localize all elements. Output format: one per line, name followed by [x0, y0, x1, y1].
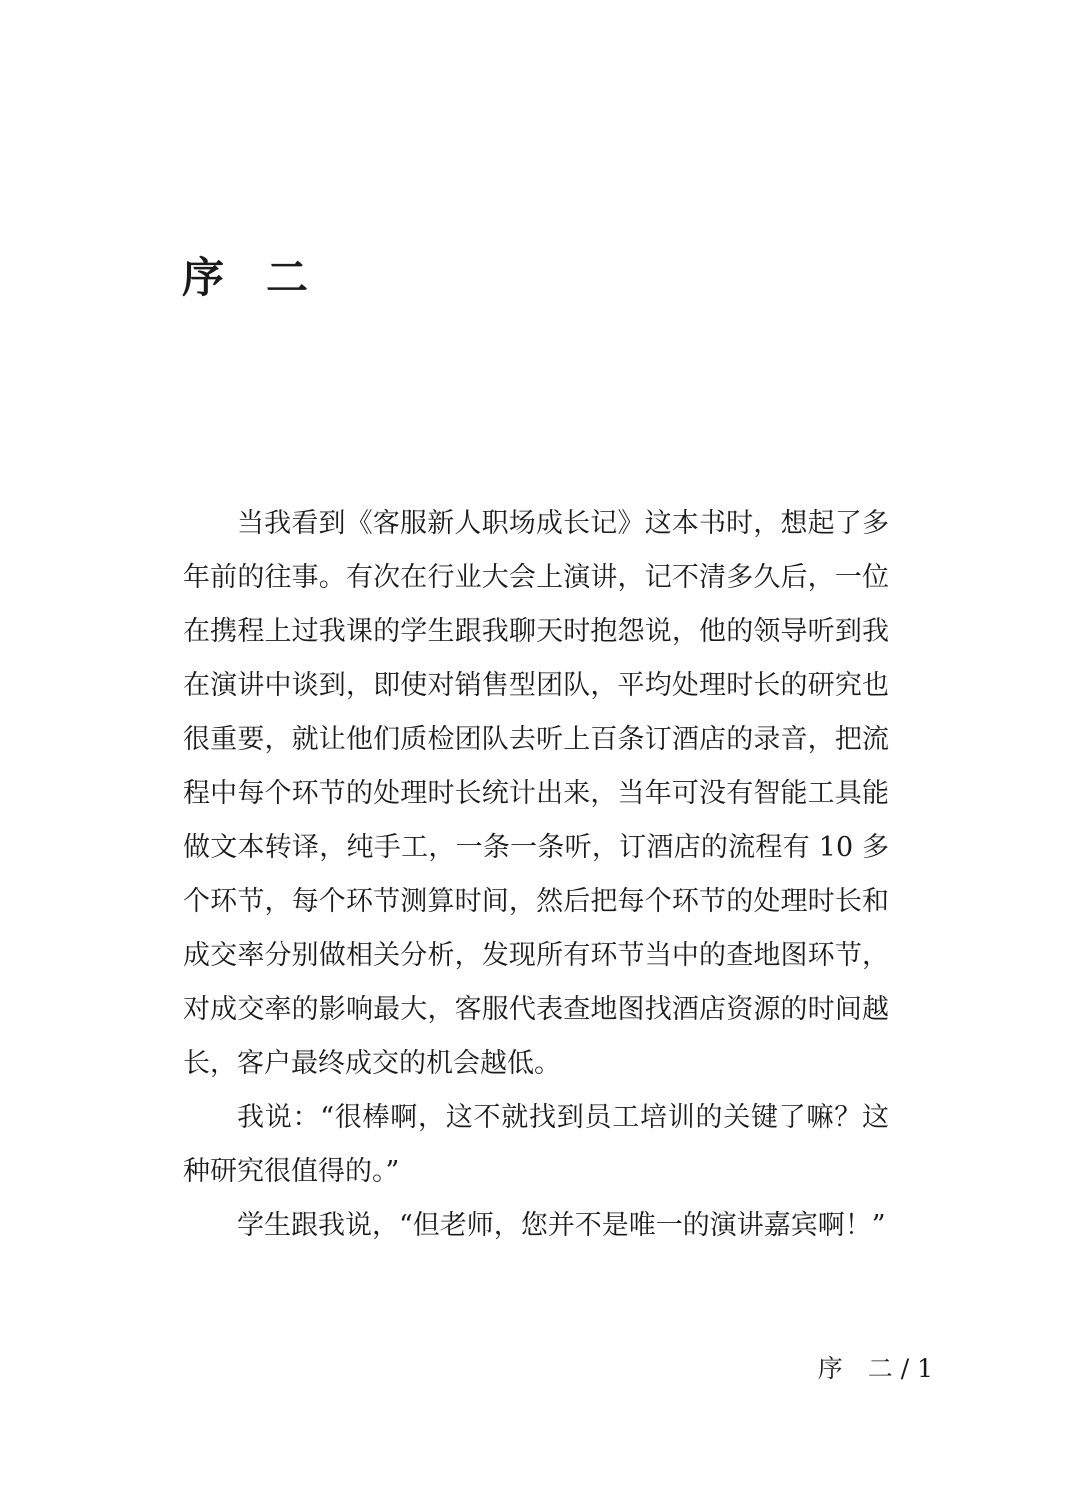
- paragraph-2: 我说：“很棒啊，这不就找到员工培训的关键了嘛？这种研究很值得的。”: [183, 1102, 889, 1187]
- paragraph-3: 学生跟我说，“但老师，您并不是唯一的演讲嘉宾啊！”: [237, 1210, 886, 1241]
- paragraph-1: 当我看到《客服新人职场成长记》这本书时，想起了多年前的往事。有次在行业大会上演讲，记不清多久后，一位在携程上过我课的学生跟我聊天时抱怨说，他的领导听到我在演讲中谈到，即使对销售型团队，平均处理时长的研究也很重要，就让他们质检团队去听上百条订酒店的录音，把流程中每个环节的处理时长统计出来，当年可没有智能工具能做文本转译，纯手工，一条一条听，订酒店的流程有 10 多个环节，每个环节测算时间，然后把每个环节的处理时长和成交率分别做相关分析，发现所有环节当中的查地图环节，对成交率的影响最大，客服代表查地图找酒店资源的时间越长，客户最终成交的机会越低。: [183, 508, 889, 1079]
- body-text: [183, 497, 889, 1253]
- page-title: 序 二: [182, 253, 309, 302]
- page-number: 序 二 / 1: [817, 1354, 933, 1383]
